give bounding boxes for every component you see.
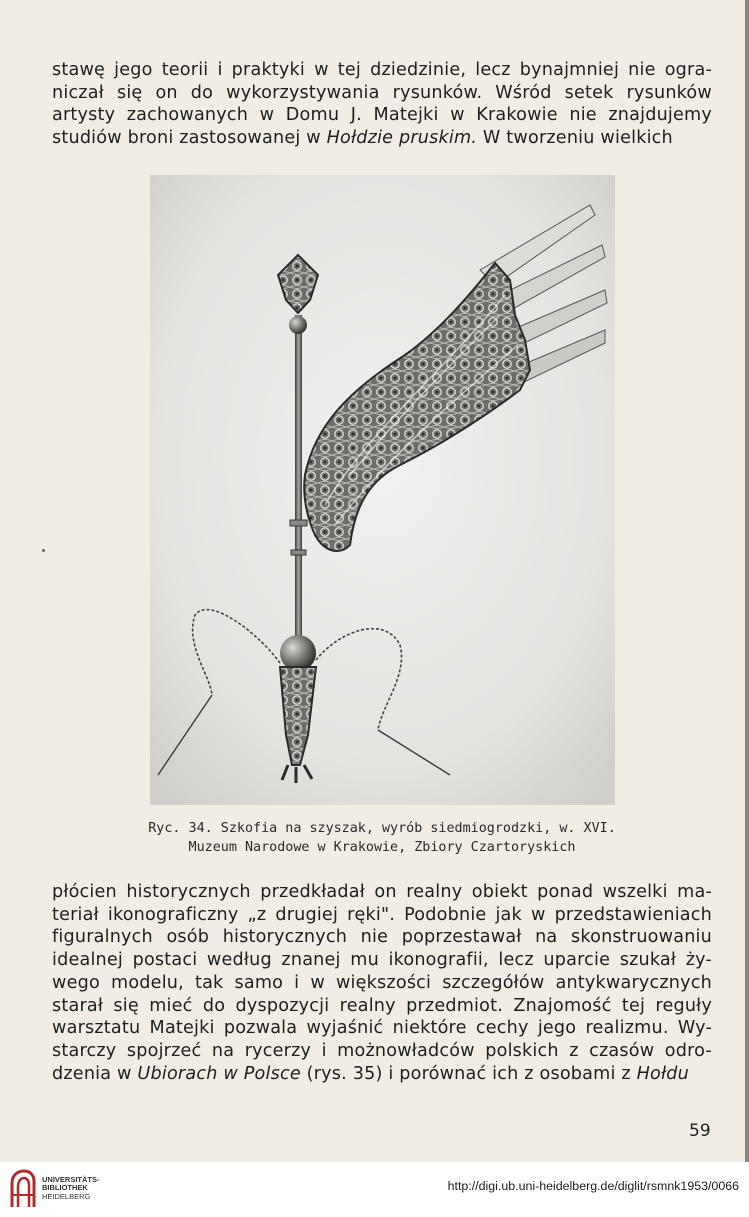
library-name-line: BIBLIOTHEK bbox=[42, 1183, 88, 1193]
figure-photograph bbox=[150, 175, 615, 805]
text-line: niczał się on do wykorzystywania rysunków. Wśród setek rysunków bbox=[52, 82, 712, 103]
text-line: idealnej postaci według znanej mu ikonografii, lecz uparcie szukał ży- bbox=[52, 950, 712, 971]
text-line bbox=[52, 127, 712, 150]
library-name-line: UNIVERSITÄTS- bbox=[42, 1175, 100, 1184]
italic-title: Ubiorach w Polsce bbox=[137, 1063, 301, 1084]
page-edge-shadow bbox=[745, 0, 749, 1162]
text-run: (rys. 35) i porównać ich z osobami z bbox=[300, 1063, 637, 1084]
rod bbox=[295, 315, 302, 640]
paragraph-bottom bbox=[52, 881, 712, 1085]
plume-holder-illustration bbox=[150, 175, 615, 805]
page-number: 59 bbox=[689, 1121, 711, 1141]
text-line: starał się mieć do dyspozycji realny przedmiot. Znajomość tej reguły bbox=[52, 995, 712, 1016]
text-line: stawę jego teorii i praktyki w tej dziedzinie, lecz bynajmniej nie ogra- bbox=[52, 60, 712, 80]
text-line: wego modelu, tak samo i w większości szczegółów antykwarycznych bbox=[52, 972, 712, 993]
figure-caption-line-2: Muzeum Narodowe w Krakowie, Zbiory Czartoryskich bbox=[188, 840, 576, 855]
text-line: warsztatu Matejki pozwala wyjaśnić niektóre cechy jego realizmu. Wy- bbox=[52, 1018, 712, 1039]
italic-title: Hołdu bbox=[636, 1063, 689, 1084]
library-name bbox=[42, 1176, 100, 1201]
text-run: W tworzeniu wielkich bbox=[477, 128, 673, 149]
text-line: artysty zachowanych w Domu J. Matejki w Krakowie nie znajdujemy bbox=[52, 105, 712, 126]
globe bbox=[280, 635, 316, 671]
text-line: figuralnych osób historycznych nie poprzestawał na skonstruowaniu bbox=[52, 927, 712, 948]
digitization-footer bbox=[0, 1162, 749, 1217]
paragraph-top bbox=[52, 59, 712, 150]
print-speck bbox=[42, 549, 45, 552]
text-line: teriał ikonograficzny „z drugiej ręki". Podobnie jak w przedstawieniach bbox=[52, 904, 712, 925]
library-name-line: HEIDELBERG bbox=[42, 1191, 91, 1201]
source-url-link[interactable]: http://digi.ub.uni-heidelberg.de/diglit/rsmnk1953/0066 bbox=[447, 1179, 739, 1193]
heidelberg-library-logo-icon bbox=[8, 1169, 38, 1209]
italic-title: Hołdzie pruskim. bbox=[326, 128, 478, 149]
photo-background bbox=[150, 175, 615, 805]
text-run: studiów broni zastosowanej w bbox=[52, 128, 327, 149]
text-run: dzenia w bbox=[52, 1063, 138, 1084]
text-line bbox=[52, 1063, 712, 1086]
figure-caption-line-1: Ryc. 34. Szkofia na szyszak, wyrób siedmiogrodzki, w. XVI. bbox=[148, 821, 616, 836]
text-line: starczy spojrzeć na rycerzy i możnowładców polskich z czasów odro- bbox=[52, 1040, 712, 1061]
text-line: płócien historycznych przedkładał on realny obiekt ponad wszelki ma- bbox=[52, 882, 712, 902]
